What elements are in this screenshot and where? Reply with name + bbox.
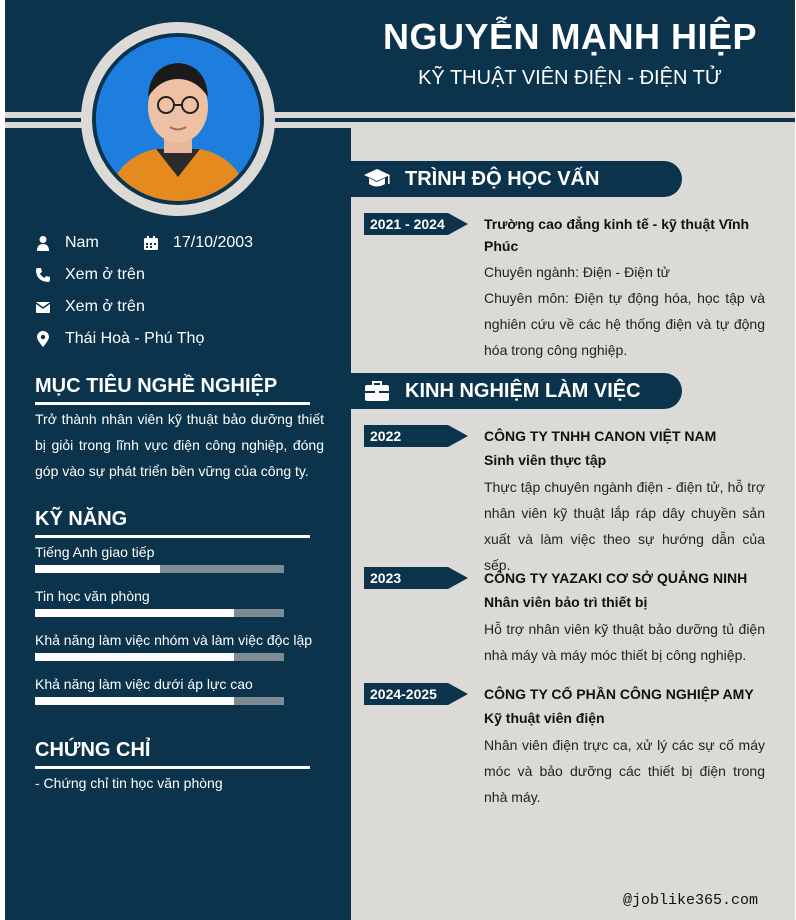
education-major: Chuyên ngành: Điện - Điện tử xyxy=(484,264,671,280)
phone-value: Xem ở trên xyxy=(65,266,145,283)
skill-bar-fill xyxy=(35,653,234,661)
skill-bar xyxy=(35,609,284,617)
skill-bar-fill xyxy=(35,697,234,705)
birthdate-item xyxy=(143,234,253,252)
school-name: Trường cao đẳng kinh tế - kỹ thuật Vĩnh Phúc xyxy=(484,216,750,254)
email-value: Xem ở trên xyxy=(65,298,145,315)
objective-rule xyxy=(35,402,310,405)
skill-bar-fill xyxy=(35,609,234,617)
phone-icon xyxy=(35,267,51,283)
experience-heading xyxy=(351,373,682,409)
objective-text: Trở thành nhân viên kỹ thuật bảo dưỡng thiết bị giỏi trong lĩnh vực điện công nghiệp, đóng góp vào sự phát triển bền vững của công ty. xyxy=(35,411,324,479)
company-name: CÔNG TY TNHH CANON VIỆT NAM xyxy=(484,428,717,444)
certificates-title: CHỨNG CHỈ xyxy=(35,739,151,761)
skills-title: KỸ NĂNG xyxy=(35,508,128,530)
job-detail: Nhân viên điện trực ca, xử lý các sự cố máy móc và bảo dưỡng các thiết bị điện trong nhà máy. xyxy=(484,737,765,805)
skill-bar xyxy=(35,697,284,705)
skill-label: Tiếng Anh giao tiếp xyxy=(35,544,155,560)
envelope-icon xyxy=(35,299,51,315)
education-title: TRÌNH ĐỘ HỌC VẤN xyxy=(405,167,600,190)
user-icon xyxy=(35,235,51,251)
certificate-item: - Chứng chỉ tin học văn phòng xyxy=(35,775,223,791)
email-item xyxy=(35,298,145,316)
period-tag xyxy=(364,213,468,235)
phone-item xyxy=(35,266,145,284)
period-tag xyxy=(364,683,468,705)
cv-page xyxy=(5,0,795,920)
education-heading xyxy=(351,161,682,197)
birthdate-value: 17/10/2003 xyxy=(173,234,254,251)
job-detail: Thực tập chuyên ngành điện - điện tử, hỗ trợ nhân viên kỹ thuật lắp ráp dây chuyền sản xuất và làm việc theo sự hướng dẫn của sếp. xyxy=(484,479,765,573)
skill-bar xyxy=(35,653,284,661)
period-tag xyxy=(364,425,468,447)
education-detail: Chuyên môn: Điện tự động hóa, học tập và nghiên cứu về các hệ thống điện và tự động hóa trong công nghiệp. xyxy=(484,290,765,358)
avatar xyxy=(96,37,260,201)
company-name: CÔNG TY YAZAKI CƠ SỞ QUẢNG NINH xyxy=(484,570,748,586)
skill-label: Tin học văn phòng xyxy=(35,588,150,604)
skill-label: Khả năng làm việc dưới áp lực cao xyxy=(35,676,253,692)
skill-bar xyxy=(35,565,284,573)
gender-item xyxy=(35,234,99,252)
skills-rule xyxy=(35,535,310,538)
briefcase-icon xyxy=(363,379,391,403)
calendar-icon xyxy=(143,235,159,251)
candidate-name: NGUYỄN MẠNH HIỆP xyxy=(382,16,758,57)
skill-label: Khả năng làm việc nhóm và làm việc độc lập xyxy=(35,632,313,648)
period-label: 2024-2025 xyxy=(370,686,437,702)
address-item xyxy=(35,330,204,348)
job-position: Sinh viên thực tập xyxy=(484,452,607,468)
address-value: Thái Hoà - Phú Thọ xyxy=(65,330,205,347)
objective-title: MỤC TIÊU NGHỀ NGHIỆP xyxy=(35,375,278,397)
skill-bar-fill xyxy=(35,565,160,573)
period-tag xyxy=(364,567,468,589)
company-name: CÔNG TY CỐ PHẦN CÔNG NGHIỆP AMY xyxy=(484,686,754,702)
site-watermark: @joblike365.com xyxy=(623,892,759,909)
job-position: Nhân viên bảo trì thiết bị xyxy=(484,594,648,610)
gender-value: Nam xyxy=(65,234,99,251)
graduation-cap-icon xyxy=(363,167,391,191)
period-label: 2023 xyxy=(370,570,402,586)
experience-title: KINH NGHIỆM LÀM VIỆC xyxy=(405,379,641,402)
period-label: 2021 - 2024 xyxy=(370,216,445,232)
job-position: Kỹ thuật viên điện xyxy=(484,710,605,726)
map-pin-icon xyxy=(35,331,51,347)
period-label: 2022 xyxy=(370,428,402,444)
job-detail: Hỗ trợ nhân viên kỹ thuật bảo dưỡng tủ điện nhà máy và máy móc thiết bị công nghiệp. xyxy=(484,621,765,663)
candidate-role: KỸ THUẬT VIÊN ĐIỆN - ĐIỆN TỬ xyxy=(418,67,722,89)
certificates-rule xyxy=(35,766,310,769)
